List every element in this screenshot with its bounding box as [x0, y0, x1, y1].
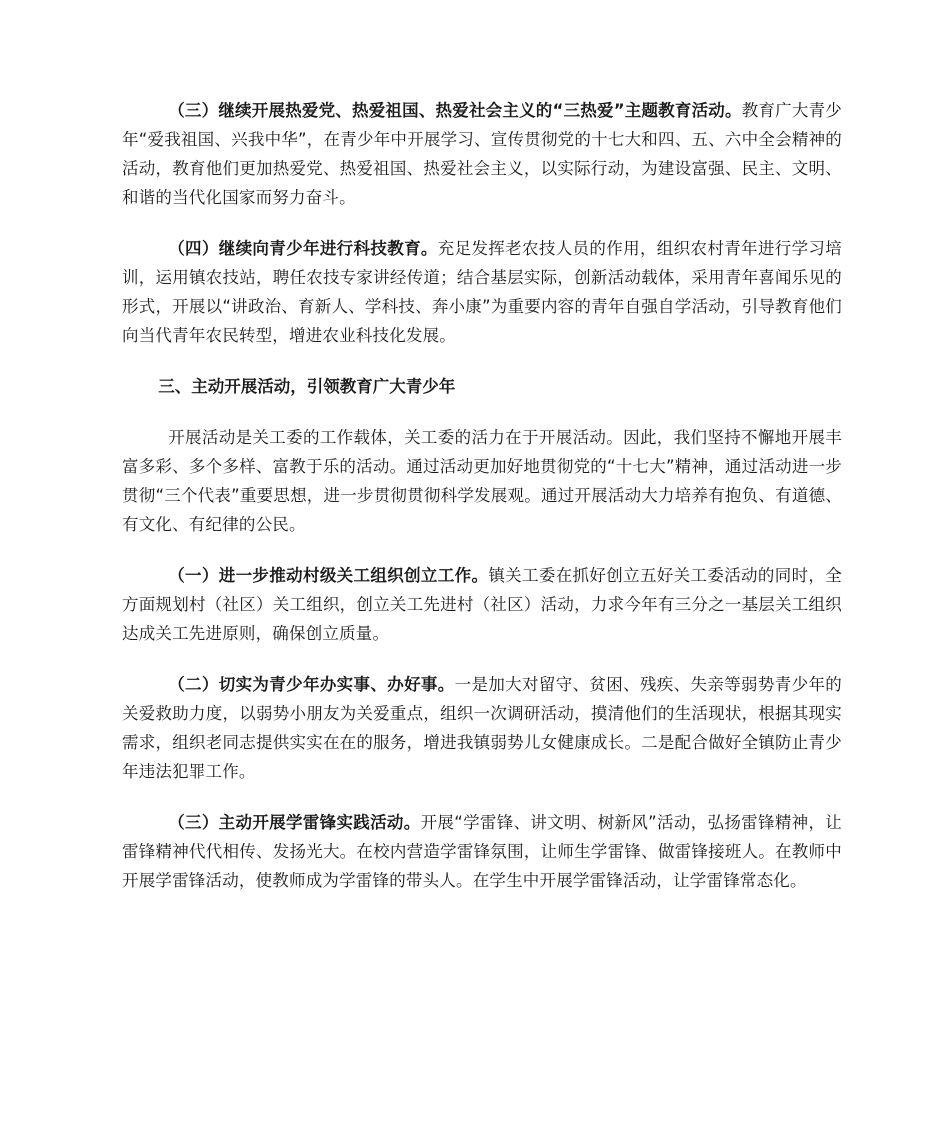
- paragraph-body: 镇关工委在抓好创立五好关工委活动的同时，全方面规划村（社区）关工组织，创立关工先进村（社区）活动，力求今年有三分之一基层关工组织达成关工先进原则，确保创立质量。: [122, 566, 842, 643]
- paragraph-science-education: [122, 234, 842, 350]
- paragraph-body: 充足发挥老农技人员的作用，组织农村青年进行学习培训，运用镇农技站，聘任农技专家讲经传道；结合基层实际，创新活动载体，采用青年喜闻乐见的形式，开展以“讲政治、育新人、学科技、奔小康”为重要内容的青年自强自学活动，引导教育他们向当代青年农民转型，增进农业科技化发展。: [122, 239, 842, 345]
- paragraph-three-loves: [122, 96, 842, 212]
- paragraph-body: 一是加大对留守、贫困、残疾、失亲等弱势青少年的关爱救助力度，以弱势小朋友为关爱重点，组织一次调研活动，摸清他们的生活现状，根据其现实需求，组织老同志提供实实在在的服务，增进我镇弱势儿女健康成长。二是配合做好全镇防止青少年违法犯罪工作。: [122, 675, 842, 781]
- paragraph-body: 开展“学雷锋、讲文明、树新风”活动，弘扬雷锋精神，让雷锋精神代代相传、发扬光大。在校内营造学雷锋氛围，让师生学雷锋、做雷锋接班人。在教师中开展学雷锋活动，使教师成为学雷锋的带头人。在学生中开展学雷锋活动，让学雷锋常态化。: [122, 813, 843, 890]
- paragraph-lead: （四）继续向青少年进行科技教育。: [168, 239, 438, 258]
- paragraph-lead: （三）继续开展热爱党、热爱祖国、热爱社会主义的“三热爱”主题教育活动。: [168, 101, 742, 120]
- paragraph-lead: （二）切实为青少年办实事、办好事。: [168, 675, 455, 694]
- section-item-practical-help: [122, 670, 842, 786]
- section-item-village-organization: [122, 561, 842, 648]
- section-intro: 开展活动是关工委的工作载体，关工委的活力在于开展活动。因此，我们坚持不懈地开展丰富多彩、多个多样、富教于乐的活动。通过活动更加好地贯彻党的“十七大”精神，通过活动进一步贯彻“三个代表”重要思想，进一步贯彻贯彻科学发展观。通过开展活动大力培养有抱负、有道德、有文化、有纪律的公民。: [122, 428, 842, 534]
- paragraph-lead: （三）主动开展学雷锋实践活动。: [168, 813, 421, 832]
- paragraph-body: 教育广大青少年“爱我祖国、兴我中华”，在青少年中开展学习、宣传贯彻党的十七大和四、五、六中全会精神的活动，教育他们更加热爱党、热爱祖国、热爱社会主义，以实际行动，为建设富强、民主、文明、和谐的当代化国家而努力奋斗。: [122, 101, 842, 207]
- section-heading: 三、主动开展活动，引领教育广大青少年: [158, 377, 456, 396]
- paragraph-lead: （一）进一步推动村级关工组织创立工作。: [168, 566, 489, 585]
- section-item-lei-feng: [122, 808, 842, 895]
